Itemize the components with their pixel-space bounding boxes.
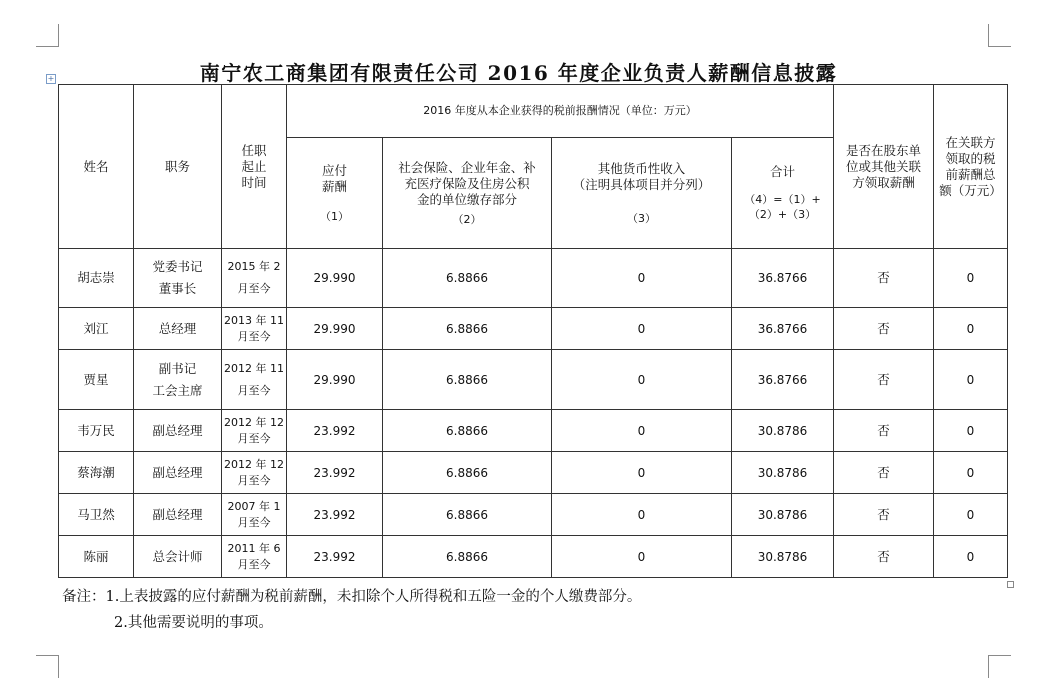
note-line-1: 备注：1.上表披露的应付薪酬为税前薪酬，未扣除个人所得税和五险一金的个人缴费部分。 bbox=[62, 589, 642, 605]
table-row: 贾星 副书记 工会主席 2012 年 11 月至今 29.990 6.8866 0 36.8766 否 0 bbox=[59, 350, 1008, 410]
header-related-party-amount: 在关联方 领取的税 前薪酬总 额（万元） bbox=[934, 85, 1008, 249]
header-pretax-group: 2016 年度从本企业获得的税前报酬情况（单位：万元） bbox=[287, 85, 834, 138]
document-title: 南宁农工商集团有限责任公司 2016 年度企业负责人薪酬信息披露 bbox=[199, 61, 838, 85]
note-line-2: 2.其他需要说明的事项。 bbox=[114, 615, 273, 631]
header-position: 职务 bbox=[134, 85, 222, 249]
table-row: 韦万民 副总经理 2012 年 12 月至今 23.992 6.8866 0 30.8786 否 0 bbox=[59, 410, 1008, 452]
notes-section bbox=[62, 584, 641, 636]
salary-table bbox=[58, 84, 1008, 578]
header-payable-salary: 应付 薪酬 （1） bbox=[287, 138, 383, 249]
header-related-party: 是否在股东单 位或其他关联 方领取薪酬 bbox=[834, 85, 934, 249]
header-social-insurance: 社会保险、企业年金、补 充医疗保险及住房公积 金的单位缴存部分 （2） bbox=[383, 138, 552, 249]
header-other-income: 其他货币性收入 （注明具体项目并分列） （3） bbox=[552, 138, 732, 249]
table-resize-handle[interactable] bbox=[1007, 581, 1014, 588]
table-row: 陈丽 总会计师 2011 年 6 月至今 23.992 6.8866 0 30.8786 否 0 bbox=[59, 536, 1008, 578]
table-row: 马卫然 副总经理 2007 年 1 月至今 23.992 6.8866 0 30.8786 否 0 bbox=[59, 494, 1008, 536]
crop-mark-top-right bbox=[988, 24, 1011, 47]
table-row: 刘江 总经理 2013 年 11 月至今 29.990 6.8866 0 36.8766 否 0 bbox=[59, 308, 1008, 350]
crop-mark-bottom-left bbox=[36, 655, 59, 678]
crop-mark-bottom-right bbox=[988, 655, 1011, 678]
table-move-handle-icon[interactable]: + bbox=[47, 74, 55, 83]
header-total: 合计 （4）=（1）+ （2）+（3） bbox=[732, 138, 834, 249]
table-row: 胡志崇 党委书记 董事长 2015 年 2 月至今 29.990 6.8866 0 36.8766 否 0 bbox=[59, 249, 1008, 308]
header-name: 姓名 bbox=[59, 85, 134, 249]
header-tenure: 任职 起止 时间 bbox=[222, 85, 287, 249]
table-row: 蔡海潮 副总经理 2012 年 12 月至今 23.992 6.8866 0 30.8786 否 0 bbox=[59, 452, 1008, 494]
crop-mark-top-left bbox=[36, 24, 59, 47]
